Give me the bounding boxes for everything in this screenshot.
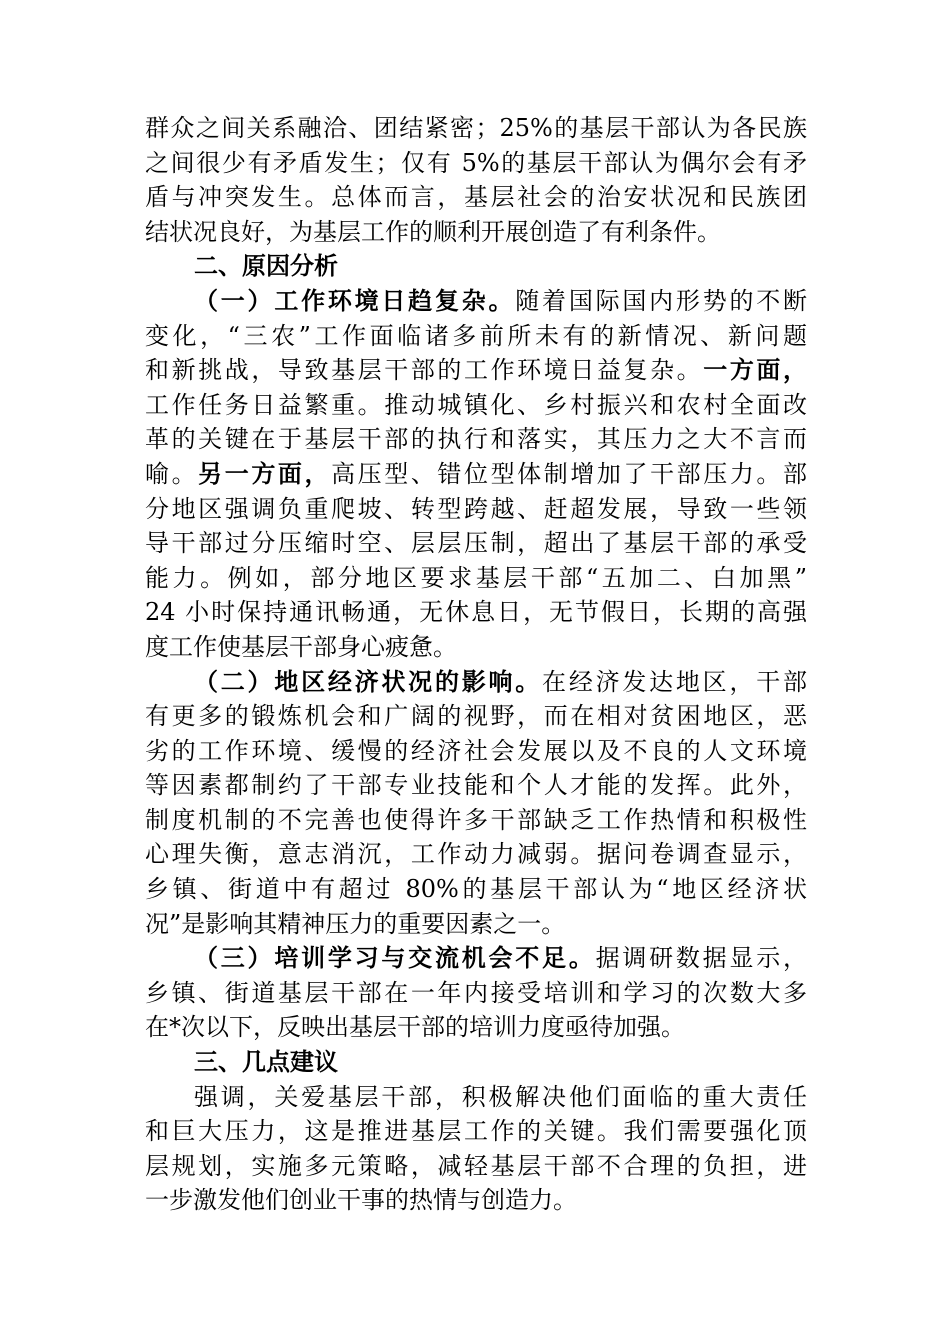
text-line [145, 1045, 807, 1080]
text-line [145, 111, 807, 146]
text-segment: 强调，关爱基层干部，积极解决他们面临的重大责任 [194, 1082, 807, 1111]
text-segment: 群众之间关系融洽、团结紧密；25%的基层干部认为各民族 [145, 114, 807, 142]
text-segment: 劣的工作环境、缓慢的经济社会发展以及不良的人文环境 [145, 736, 807, 765]
text-line [145, 319, 807, 354]
text-line [145, 595, 807, 630]
text-line [145, 1114, 807, 1149]
text-line [145, 561, 807, 596]
text-line [145, 976, 807, 1011]
text-line [145, 872, 807, 907]
text-line [145, 526, 807, 561]
bold-text-segment: （三）培训学习与交流机会不足。 [194, 943, 596, 973]
text-segment: 在*次以下，反映出基层干部的培训力度亟待加强。 [145, 1013, 685, 1042]
text-line [145, 1149, 807, 1184]
text-segment: 度工作使基层干部身心疲惫。 [145, 632, 457, 661]
text-line [145, 180, 807, 215]
text-line [145, 1010, 807, 1045]
text-line [145, 1080, 807, 1115]
body-text [145, 111, 807, 1218]
text-line [145, 388, 807, 423]
text-line [145, 353, 807, 388]
text-segment: 结状况良好，为基层工作的顺利开展创造了有利条件。 [145, 217, 721, 246]
text-line [145, 630, 807, 665]
text-segment: 况”是影响其精神压力的重要因素之一。 [145, 909, 566, 938]
text-segment: 在经济发达地区，干部 [542, 667, 807, 696]
text-segment: 和巨大压力，这是推进基层工作的关键。我们需要强化顶 [145, 1117, 807, 1146]
text-line [145, 215, 807, 250]
text-segment: 革的关键在于基层干部的执行和落实，其压力之大不言而 [145, 425, 807, 454]
text-segment: 据调研数据显示， [595, 944, 807, 973]
text-line [145, 1183, 807, 1218]
text-segment: 盾与冲突发生。总体而言，基层社会的治安状况和民族团 [145, 183, 807, 212]
bold-text-segment: 一方面， [703, 355, 807, 385]
text-line [145, 907, 807, 942]
text-segment: 心理失衡，意志消沉，工作动力减弱。据问卷调查显示， [145, 840, 807, 869]
text-line [145, 837, 807, 872]
text-segment: 高压型、错位型体制增加了干部压力。部 [331, 459, 807, 488]
text-line [145, 284, 807, 319]
text-segment: 有更多的锻炼机会和广阔的视野，而在相对贫困地区，恶 [145, 702, 807, 731]
text-segment: 乡镇、街道基层干部在一年内接受培训和学习的次数大多 [145, 978, 807, 1007]
text-line [145, 457, 807, 492]
text-segment: 乡镇、街道中有超过 80%的基层干部认为“地区经济状 [145, 875, 807, 904]
text-segment: 一步激发他们创业干事的热情与创造力。 [145, 1186, 577, 1215]
text-segment: 随着国际国内形势的不断 [515, 286, 807, 315]
text-segment: 能力。例如，部分地区要求基层干部“五加二、白加黑” [145, 563, 807, 592]
bold-text-segment: （二）地区经济状况的影响。 [194, 666, 543, 696]
text-line [145, 422, 807, 457]
text-segment: 导干部过分压缩时空、层层压制，超出了基层干部的承受 [145, 529, 807, 558]
bold-text-segment: （一）工作环境日趋复杂。 [194, 285, 516, 315]
bold-text-segment: 三、几点建议 [194, 1047, 338, 1077]
text-line [145, 941, 807, 976]
text-line [145, 803, 807, 838]
bold-text-segment: 二、原因分析 [194, 251, 338, 281]
text-segment: 制度机制的不完善也使得许多干部缺乏工作热情和积极性 [145, 805, 807, 834]
text-segment: 等因素都制约了干部专业技能和个人才能的发挥。此外， [145, 771, 807, 800]
text-segment: 和新挑战，导致基层干部的工作环境日益复杂。 [145, 356, 704, 385]
text-segment: 工作任务日益繁重。推动城镇化、乡村振兴和农村全面改 [145, 390, 807, 419]
text-line [145, 146, 807, 181]
text-segment: 24 小时保持通讯畅通，无休息日，无节假日，长期的高强 [145, 598, 807, 627]
text-line [145, 249, 807, 284]
text-segment: 层规划，实施多元策略，减轻基层干部不合理的负担，进 [145, 1151, 807, 1180]
bold-text-segment: 另一方面， [198, 458, 332, 488]
text-segment: 变化，“三农”工作面临诸多前所未有的新情况、新问题 [145, 321, 807, 350]
text-line [145, 492, 807, 527]
text-line [145, 734, 807, 769]
text-line [145, 768, 807, 803]
text-segment: 之间很少有矛盾发生；仅有 5%的基层干部认为偶尔会有矛 [145, 148, 807, 177]
text-segment: 分地区强调负重爬坡、转型跨越、赶超发展，导致一些领 [145, 494, 807, 523]
text-line [145, 699, 807, 734]
text-line [145, 665, 807, 700]
text-segment: 喻。 [145, 459, 199, 488]
